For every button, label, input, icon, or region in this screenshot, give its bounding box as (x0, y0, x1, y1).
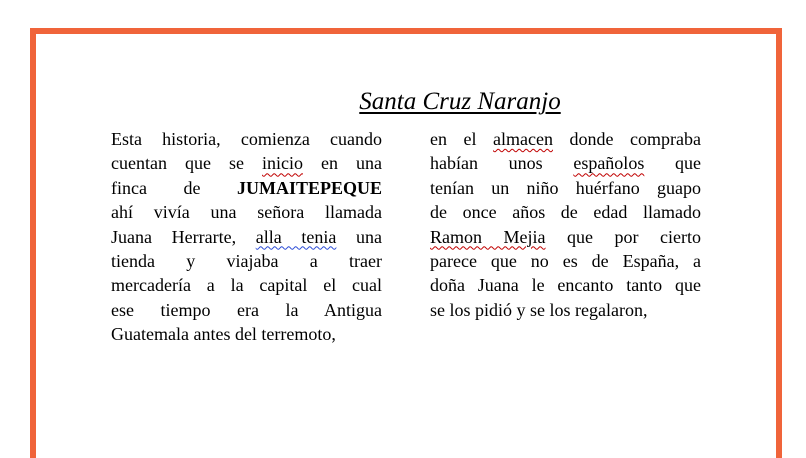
spelling-error-word[interactable]: Ramon Mejia (430, 226, 546, 247)
spelling-error-word[interactable]: inicio (262, 153, 303, 174)
text-line: se los pidió y se los regalaron, (430, 299, 648, 320)
grammar-error-phrase[interactable]: alla tenia (255, 226, 337, 247)
text-line: finca de JUMAITEPEQUE (111, 177, 382, 198)
text-line: Guatemala antes del terremoto, (111, 324, 336, 345)
text-line: doña Juana le encanto tanto que (430, 275, 701, 296)
text-line: ese tiempo era la Antigua (111, 299, 382, 320)
text-line: tienda y viajaba a traer (111, 250, 382, 271)
text-line: Esta historia, comienza cuando (111, 129, 382, 149)
text-line: parece que no es de España, a (430, 250, 701, 271)
text-column-right (430, 127, 701, 322)
text-line: mercadería a la capital el cual (111, 275, 382, 296)
page-title: Santa Cruz Naranjo (359, 88, 561, 115)
text-line: cuentan que se inicio en una (111, 153, 383, 174)
text-column-left (111, 127, 382, 347)
bold-place-name: JUMAITEPEQUE (236, 177, 382, 198)
spelling-error-word[interactable]: españolos (573, 153, 645, 174)
text-line: de once años de edad llamado (430, 202, 701, 223)
text-line: en el almacen donde compraba (430, 129, 701, 149)
text-line: habían unos españolos que (430, 153, 701, 174)
text-line: Juana Herrarte, alla tenia una (111, 226, 382, 247)
text-line: tenían un niño huérfano guapo (430, 177, 701, 198)
text-line: Ramon Mejia que por cierto (430, 226, 701, 247)
text-line: ahí vivía una señora llamada (111, 202, 382, 223)
spelling-error-word[interactable]: almacen (493, 129, 553, 149)
